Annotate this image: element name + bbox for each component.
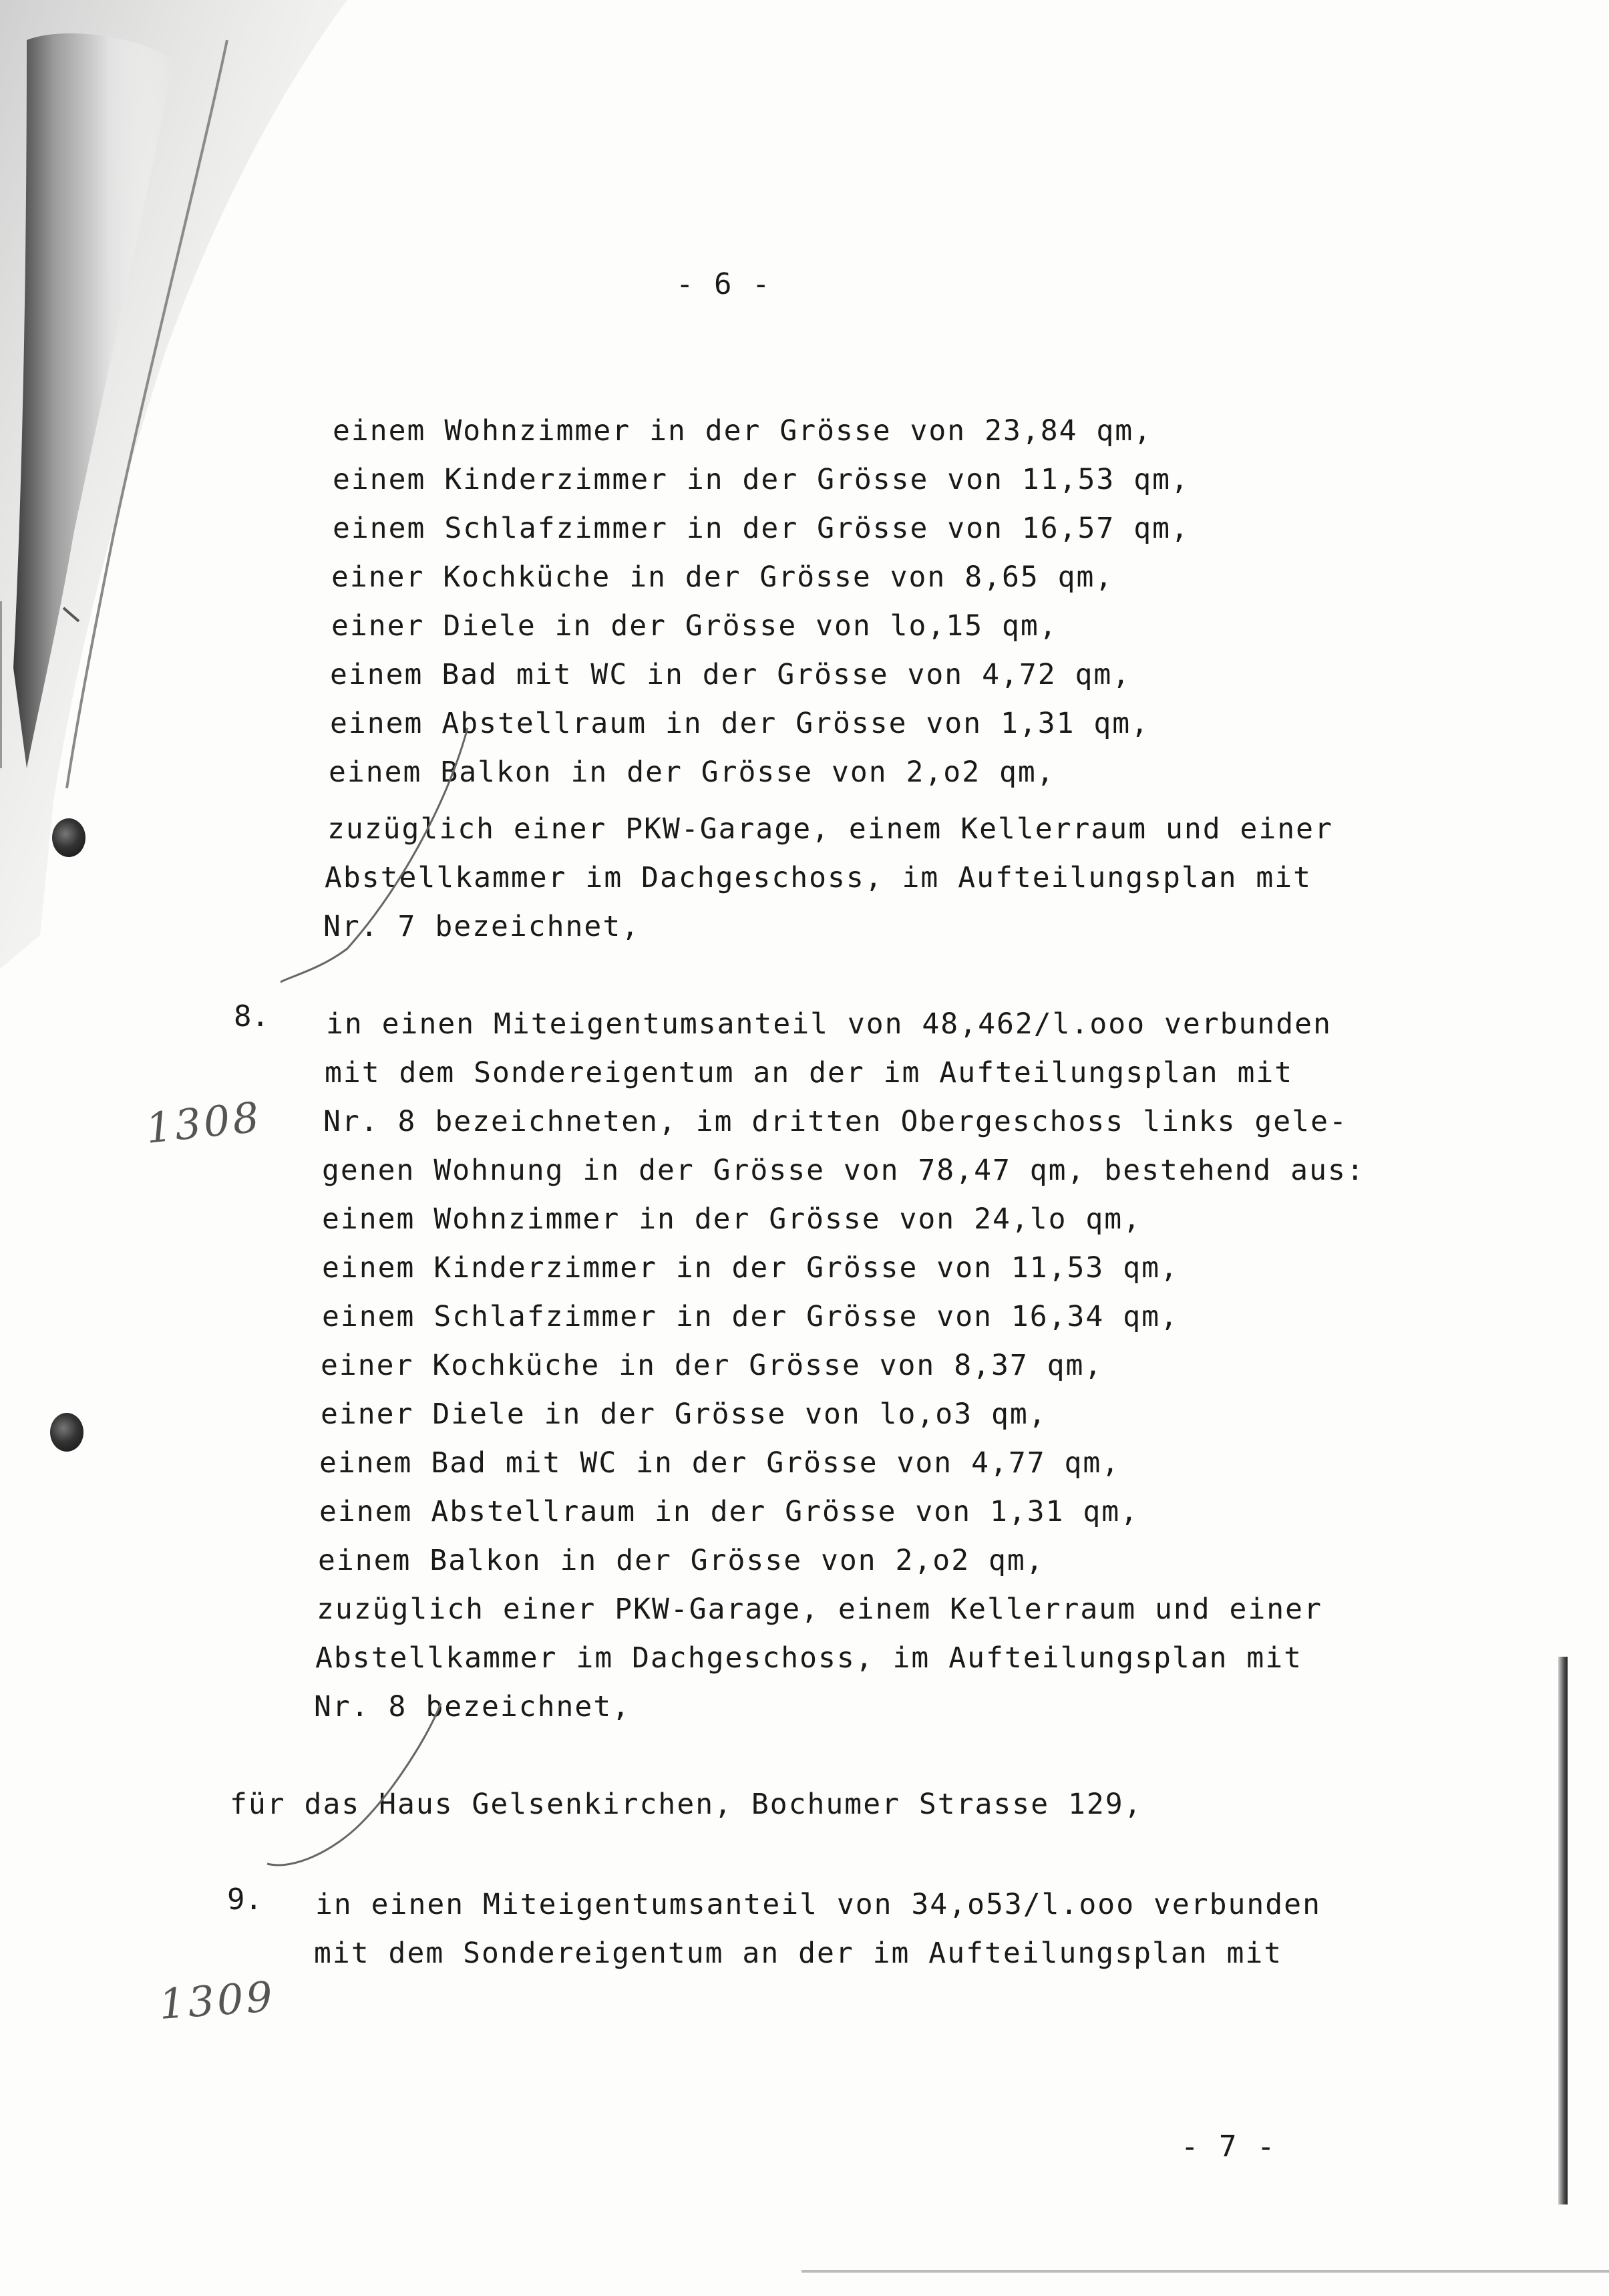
continuation-marker: - 7 - [1181,2130,1276,2164]
handwritten-note: 1309 [157,1972,277,2029]
handwritten-note: 1308 [143,1092,264,1153]
text-line: einem Schlafzimmer in der Grösse von 16,34 qm, [322,1300,1179,1333]
text-line: genen Wohnung in der Grösse von 78,47 qm, bestehend aus: [322,1154,1365,1187]
text-line: einem Bad mit WC in der Grösse von 4,77 qm, [319,1446,1121,1480]
text-line: einer Kochküche in der Grösse von 8,65 qm, [331,560,1114,594]
text-line: einer Diele in der Grösse von lo,o3 qm, [321,1398,1047,1431]
text-line: Nr. 7 bezeichnet, [323,910,641,943]
text-line: zuzüglich einer PKW-Garage, einem Kellerraum und einer [317,1593,1322,1626]
text-line: einem Abstellraum in der Grösse von 1,31 qm, [319,1495,1139,1528]
text-line: in einen Miteigentumsanteil von 34,o53/l.ooo verbunden [315,1888,1321,1921]
text-line: einem Wohnzimmer in der Grösse von 23,84 qm, [333,414,1153,448]
text-line: einem Schlafzimmer in der Grösse von 16,57 qm, [333,512,1190,545]
text-line: Abstellkammer im Dachgeschoss, im Aufteilungsplan mit [315,1641,1303,1675]
page-number: - 6 - [676,267,771,301]
text-line: Abstellkammer im Dachgeschoss, im Aufteilungsplan mit [325,861,1312,894]
text-line: einem Kinderzimmer in der Grösse von 11,53 qm, [333,463,1190,496]
text-line: einem Wohnzimmer in der Grösse von 24,lo qm, [322,1202,1142,1236]
item-number: 9. [227,1882,262,1917]
text-line: einer Kochküche in der Grösse von 8,37 qm, [321,1349,1103,1382]
item-number: 8. [234,999,269,1033]
text-line: einem Balkon in der Grösse von 2,o2 qm, [318,1544,1045,1577]
text-line: zuzüglich einer PKW-Garage, einem Kellerraum und einer [327,812,1333,846]
text-line: mit dem Sondereigentum an der im Aufteilungsplan mit [314,1937,1283,1970]
text-line: mit dem Sondereigentum an der im Aufteilungsplan mit [325,1056,1294,1090]
text-line: einer Diele in der Grösse von lo,15 qm, [331,609,1058,643]
text-line: Nr. 8 bezeichnet, [314,1690,631,1724]
house-address-line: für das Haus Gelsenkirchen, Bochumer Strasse 129, [230,1788,1143,1821]
text-line: einem Balkon in der Grösse von 2,o2 qm, [329,756,1055,789]
text-line: einem Kinderzimmer in der Grösse von 11,53 qm, [322,1251,1179,1285]
text-line: einem Bad mit WC in der Grösse von 4,72 qm, [330,658,1131,691]
text-line: Nr. 8 bezeichneten, im dritten Obergeschoss links gele- [323,1105,1348,1138]
text-line: einem Abstellraum in der Grösse von 1,31 qm, [330,707,1150,740]
text-line: in einen Miteigentumsanteil von 48,462/l.ooo verbunden [326,1007,1332,1041]
